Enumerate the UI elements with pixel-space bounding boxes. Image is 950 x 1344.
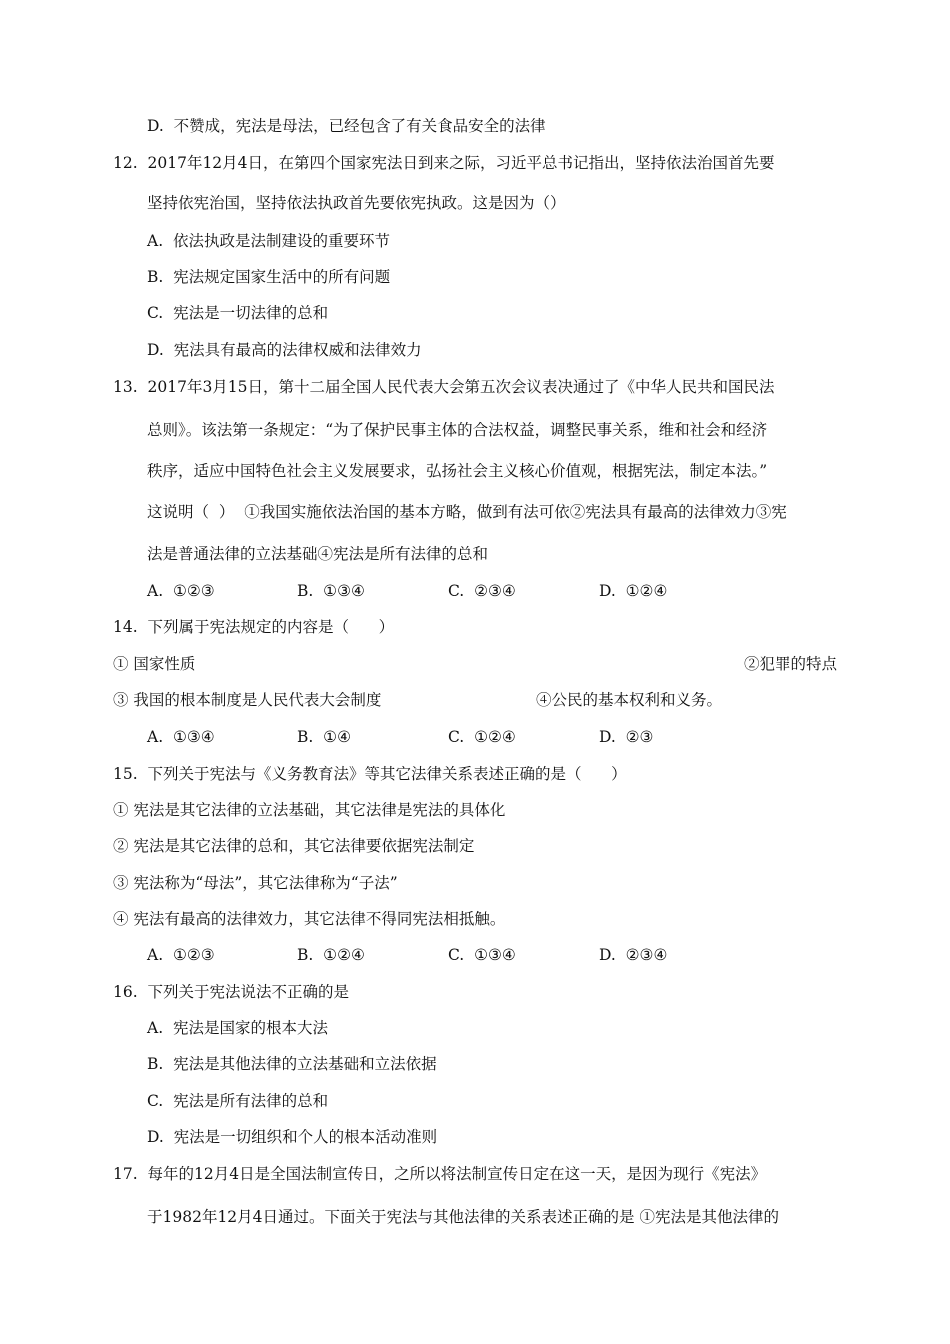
q15-option-d: D. ②③④ [599,946,668,964]
q14-item-3: ③ 我国的根本制度是人民代表大会制度 [113,691,382,709]
q15-item-3: ③ 宪法称为“母法”，其它法律称为“子法” [113,874,398,892]
q12-stem-line-1: 12. 2017年12月4日，在第四个国家宪法日到来之际，习近平总书记指出，坚持依法治国首先要 [113,154,775,172]
q12-option-a: A. 依法执政是法制建设的重要环节 [147,232,390,250]
q13-stem-line-4: 这说明（ ） ①我国实施依法治国的基本方略，做到有法可依②宪法具有最高的法律效力③宪 [147,503,787,521]
q14-option-d: D. ②③ [599,728,654,746]
q15-option-b: B. ①②④ [297,946,365,964]
q15-item-4: ④ 宪法有最高的法律效力，其它法律不得同宪法相抵触。 [113,910,506,928]
q12-stem-line-2: 坚持依宪治国，坚持依法执政首先要依宪执政。这是因为（） [147,194,566,212]
q12-option-b: B. 宪法规定国家生活中的所有问题 [147,268,391,286]
q13-option-a: A. ①②③ [147,582,215,600]
q13-option-d: D. ①②④ [599,582,668,600]
q15-item-1: ① 宪法是其它法律的立法基础，其它法律是宪法的具体化 [113,801,506,819]
q13-stem-line-3: 秩序，适应中国特色社会主义发展要求，弘扬社会主义核心价值观，根据宪法，制定本法。” [147,462,768,480]
q13-stem-line-5: 法是普通法律的立法基础④宪法是所有法律的总和 [147,545,489,563]
q15-stem: 15. 下列关于宪法与《义务教育法》等其它法律关系表述正确的是（ ） [113,765,627,783]
q16-stem: 16. 下列关于宪法说法不正确的是 [113,983,350,1001]
q16-option-c: C. 宪法是所有法律的总和 [147,1092,329,1110]
q14-stem: 14. 下列属于宪法规定的内容是（ ） [113,618,395,636]
q13-option-b: B. ①③④ [297,582,365,600]
q15-option-c: C. ①③④ [448,946,516,964]
q13-stem-line-2: 总则》。该法第一条规定：“为了保护民事主体的合法权益，调整民事关系，维和社会和经济 [147,421,768,439]
q14-item-1: ① 国家性质 [113,655,196,673]
q17-stem-line-1: 17. 每年的12月4日是全国法制宣传日，之所以将法制宣传日定在这一天，是因为现行《宪法》 [113,1165,767,1183]
q14-option-a: A. ①③④ [147,728,215,746]
q14-item-2: ②犯罪的特点 [743,655,837,673]
q13-option-c: C. ②③④ [448,582,516,600]
q12-option-d: D. 宪法具有最高的法律权威和法律效力 [147,341,422,359]
q15-option-a: A. ①②③ [147,946,215,964]
q14-option-c: C. ①②④ [448,728,516,746]
q13-stem-line-1: 13. 2017年3月15日，第十二届全国人民代表大会第五次会议表决通过了《中华人民共和国民法 [113,378,775,396]
q15-item-2: ② 宪法是其它法律的总和，其它法律要依据宪法制定 [113,837,475,855]
q16-option-b: B. 宪法是其他法律的立法基础和立法依据 [147,1055,437,1073]
q17-stem-line-2: 于1982年12月4日通过。下面关于宪法与其他法律的关系表述正确的是 ①宪法是其他法律的 [147,1208,779,1226]
q12-option-c: C. 宪法是一切法律的总和 [147,304,329,322]
q14-item-4: ④公民的基本权利和义务。 [536,691,723,709]
q11-option-d: D. 不赞成，宪法是母法，已经包含了有关食品安全的法律 [147,117,546,135]
q14-option-b: B. ①④ [297,728,351,746]
q16-option-a: A. 宪法是国家的根本大法 [147,1019,328,1037]
q16-option-d: D. 宪法是一切组织和个人的根本活动准则 [147,1128,438,1146]
